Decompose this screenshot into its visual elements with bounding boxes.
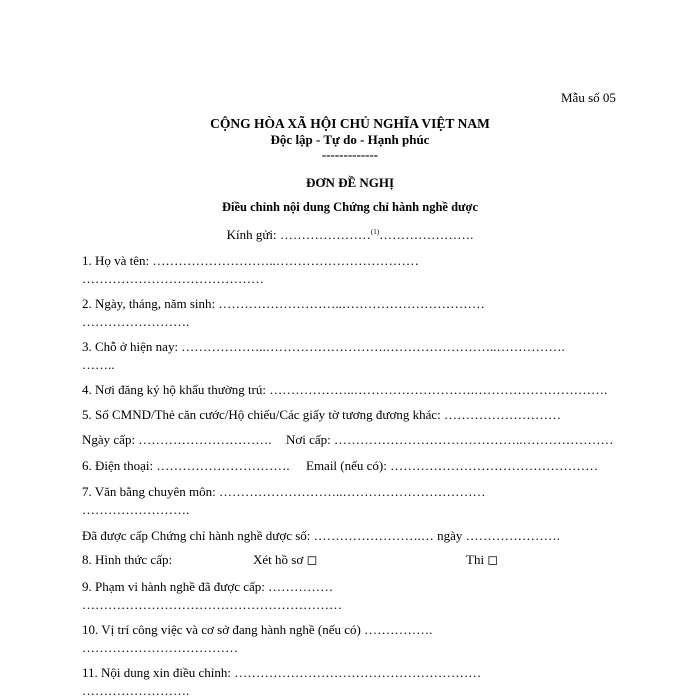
footnote-marker: (1) — [370, 228, 380, 236]
field-issue-date: Ngày cấp: …………………………. — [82, 432, 272, 447]
field-issue-place: Nơi cấp: ……………………………………..………………… — [286, 432, 614, 447]
national-motto: Độc lập - Tự do - Hạnh phúc — [270, 132, 430, 147]
field-job-position: 10. Vị trí công việc và cơ sở đang hành nghề (nếu có) ……………. — [82, 622, 433, 637]
field-date-of-birth: 2. Ngày, tháng, năm sinh: ………………………..…………………………… — [82, 296, 485, 311]
field-qualification-continued: ……………………. — [82, 502, 190, 517]
field-job-position-continued: ……………………………… — [82, 640, 238, 655]
field-practice-scope: 9. Phạm vi hành nghề đã được cấp: …………… — [82, 579, 334, 594]
field-practice-scope-continued: …………………………………………………… — [82, 597, 342, 612]
document-subtitle: Điều chỉnh nội dung Chứng chỉ hành nghề dược — [221, 200, 479, 214]
field-issuance-form-label: 8. Hình thức cấp: — [82, 552, 173, 567]
option-document-review: Xét hồ sơ ◻ — [253, 552, 318, 567]
field-email: Email (nếu có): ………………………………………… — [306, 458, 599, 473]
field-permanent-residence: 4. Nơi đăng ký hộ khẩu thường trú: ………………..……………………….…………………………. — [82, 382, 608, 397]
field-full-name-continued: …………………………………… — [82, 271, 264, 286]
option-exam: Thi ◻ — [466, 552, 499, 567]
recipient-prefix: Kính gửi: ………………… — [226, 227, 371, 242]
field-date-of-birth-continued: ……………………. — [82, 314, 190, 329]
field-id-number: 5. Số CMND/Thẻ căn cước/Hộ chiếu/Các giấy tờ tương đương khác: ……………………… — [82, 407, 562, 422]
field-adjustment-content-continued: ……………………. — [82, 683, 190, 698]
field-qualification: 7. Văn bằng chuyên môn: ………………………..…………………………… — [82, 484, 486, 499]
field-phone: 6. Điện thoại: …………………………. — [82, 458, 290, 473]
recipient-suffix: …………………. — [379, 227, 474, 242]
field-full-name: 1. Họ và tên: ………………………..…………………………… — [82, 253, 419, 268]
form-number: Mẫu số 05 — [561, 90, 616, 105]
field-current-address-continued: …….. — [82, 357, 115, 372]
field-certificate-number: Đã được cấp Chứng chỉ hành nghề dược số: …………………….… ngày …………………. — [82, 528, 560, 543]
header-divider: ------------- — [321, 147, 379, 162]
recipient-line — [0, 228, 700, 241]
field-current-address: 3. Chỗ ở hiện nay: ………………..……………………….……………………..……………. — [82, 339, 565, 354]
field-adjustment-content: 11. Nội dung xin điều chỉnh: ………………………………………………… — [82, 665, 482, 680]
document-title: ĐƠN ĐỀ NGHỊ — [305, 175, 395, 190]
country-name: CỘNG HÒA XÃ HỘI CHỦ NGHĨA VIỆT NAM — [210, 116, 490, 131]
